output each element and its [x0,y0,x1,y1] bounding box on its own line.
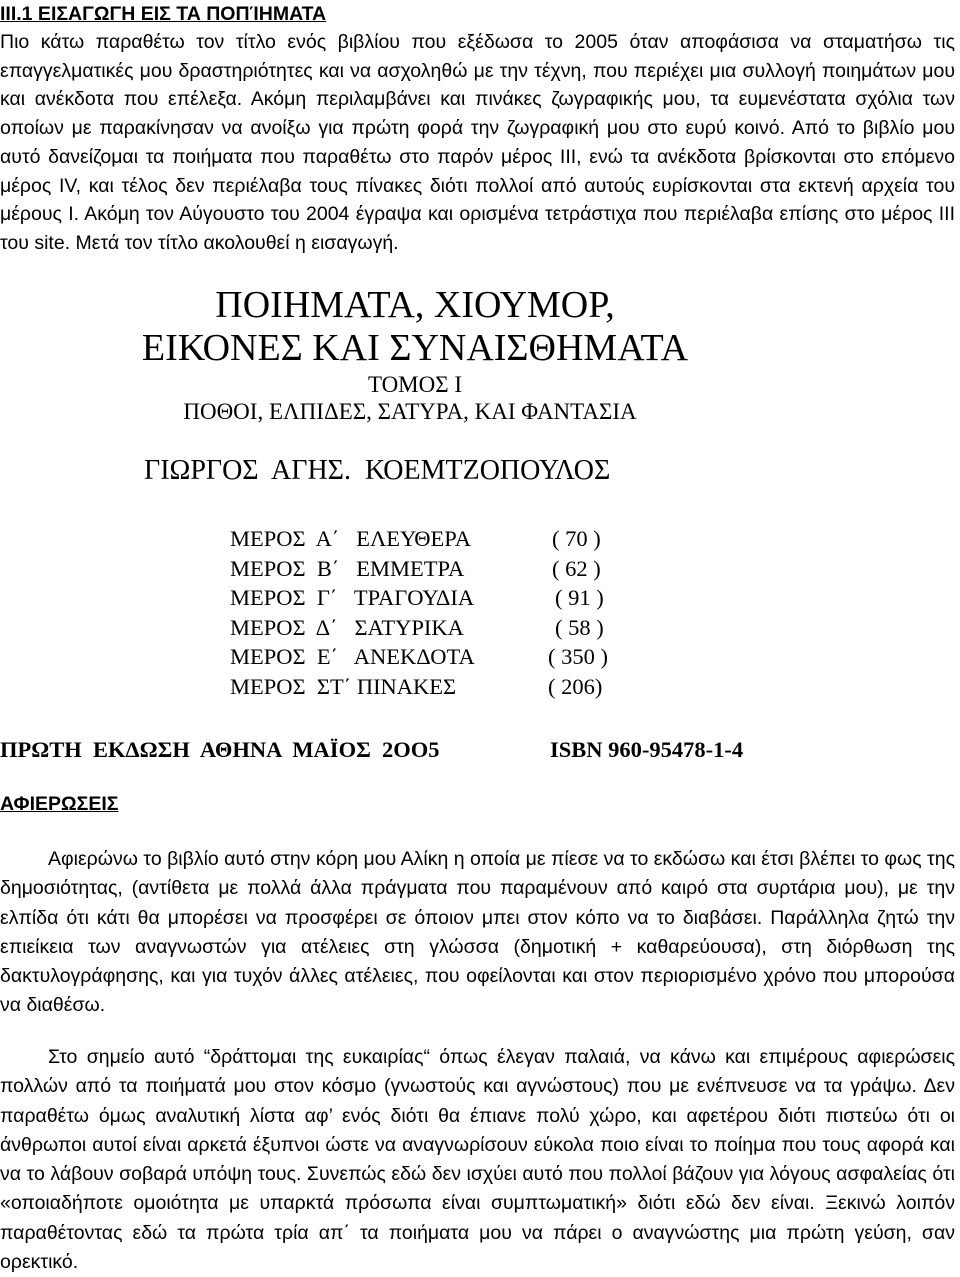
dedication-heading: ΑΦΙΕΡΩΣΕΙΣ [0,793,119,815]
part-name: ΜΕΡΟΣ Δ΄ ΣΑΤΥΡΙΚΑ [230,614,464,640]
part-count: ( 350 ) [548,644,608,669]
edition-info: ΠΡΩΤΗ ΕΚΔΩΣΗ ΑΘΗΝΑ ΜΑΪΟΣ 2ΟΟ5 [0,737,440,762]
dedication-paragraph-1-text: Αφιερώνω το βιβλίο αυτό στην κόρη μου Αλίκη η οποία με πίεσε να το εκδώσω και έτσι βλέπει το φως της δημοσιότητας, (αντίθετα με πολλά άλλα πράγματα που παραμένουν από καιρό στα συρτάρια μου), με την ελπίδα ότι κάτι θα μπορέσει να προσφέρει σε όποιον μπει στον κόπο να το διαβάσει. Παράλληλα ζητώ την επιείκεια των αναγνωστών για ατέλειες στη γλώσσα (δημοτική + καθαρεύουσα), στη διόρθωση της δακτυλογράφησης, και για τυχόν άλλες ατέλειες, που οφείλονται και στον περιορισμένο χρόνο που μπορούσα να διαθέσω. [0,848,955,1017]
dedication-paragraph-2 [0,1043,955,1277]
part-count: ( 70 ) [552,526,601,551]
part-count: ( 91 ) [555,585,604,610]
part-count: ( 62 ) [552,555,601,581]
part-count: ( 58 ) [555,614,604,640]
part-name: ΜΕΡΟΣ Ε΄ ΑΝΕΚΔΟΤΑ [230,644,475,669]
list-item [230,674,630,704]
section-heading: III.1 ΕΙΣΑΓΩΓΗ ΕΙΣ ΤΑ ΠΟΠΊΗΜΑΤΑ [0,3,327,25]
intro-paragraph: Πιο κάτω παραθέτω τον τίτλο ενός βιβλίου που εξέδωσα το 2005 όταν αποφάσισα να σταματήσω τις επαγγελματικές μου δραστηριότητες και να ασχοληθώ με την τέχνη, που περιέχει μια συλλογή ποιημάτων μου και ανέκδοτα που επέλεξα. Ακόμη περιλαμβάνει και πινάκες ζωγραφικής μου, τα ευμενέστατα σχόλια των οποίων με παρακίνησαν να ανοίξω για πρώτη φορά την ζωγραφική μου στο ευρύ κοινό. Από το βιβλίο μου αυτό δανείζομαι τα ποιήματα που παραθέτω στο παρόν μέρος ΙΙΙ, ενώ τα ανέκδοτα βρίσκονται στο επόμενο μέρος IV, και τέλος δεν περιέλαβα τους πίνακες διότι πολλοί από αυτούς ευρίσκονται στα εκτενή αρχεία του μέρους Ι. Ακόμη τον Αύγουστο του 2004 έγραψα και ορισμένα τετράστιχα που περιέλαβα επίσης στο μέρος ΙΙΙ του site. Μετά τον τίτλο ακολουθεί η εισαγωγή. [0,31,955,254]
book-author: ΓΙΩΡΓΟΣ ΑΓΗΣ. ΚΟΕΜΤΖΟΠΟΥΛΟΣ [144,455,611,486]
list-item [230,644,630,674]
list-item [230,615,630,645]
list-item [230,585,630,615]
dedication-paragraph-1 [0,845,955,1021]
book-subtitle: ΠΟΘΟΙ, ΕΛΠΙΔΕΣ, ΣΑΤΥΡΑ, ΚΑΙ ΦΑΝΤΑΣΙΑ [183,399,637,424]
list-item [230,526,630,556]
book-volume: ΤΟΜΟΣ Ι [367,372,463,397]
part-name: ΜΕΡΟΣ Γ΄ ΤΡΑΓΟΥΔΙΑ [230,585,475,610]
dedication-paragraph-2-text: Στο σημείο αυτό “δράττομαι της ευκαιρίας“ όπως έλεγαν παλαιά, να κάνω και επιμέρους αφιερώσεις πολλών από τα ποιήματά μου στον κόσμο (γνωστούς και αγνώστους) που με ενέπνευσε να τα γράψω. Δεν παραθέτω όμως αναλυτική λίστα αφ’ ενός διότι θα έπιανε πολύ χώρο, και αφετέρου διότι πιστεύω ότι οι άνθρωποι αυτοί είναι αρκετά έξυπνοι ώστε να αναγνωρίσουν εύκολα ποιο είναι το ποίημα που τους αφορά και να το λάβουν σοβαρά υπόψη τους. Συνεπώς εδώ δεν ισχύει αυτό που πολλοί βάζουν για λόγους ασφαλείας ότι «οποιαδήποτε ομοιότητα με υπαρκτά πρόσωπα είναι συμπτωματική» διότι εδώ δεν είναι. Ξεκινώ λοιπόν παραθέτοντας εδώ τα πρώτα τρία απ΄ τα ποιήματα μου να πάρει ο αναγνώστης μια πρώτη γεύση, σαν ορεκτικό. [0,1046,955,1274]
book-title-line-1: ΠΟΙΗΜΑΤΑ, ΧΙΟΥΜΟΡ, [215,284,615,326]
list-item [230,556,630,586]
book-title-line-2: ΕΙΚΟΝΕΣ ΚΑΙ ΣΥΝΑΙΣΘΗΜΑΤΑ [141,327,689,369]
part-name: ΜΕΡΟΣ Β΄ ΕΜΜΕΤΡΑ [230,555,465,581]
part-count: ( 206) [548,673,603,699]
part-name: ΜΕΡΟΣ Α΄ ΕΛΕΥΘΕΡΑ [230,526,471,551]
book-parts-list [230,526,630,703]
part-name: ΜΕΡΟΣ ΣΤ΄ ΠΙΝΑΚΕΣ [230,673,457,699]
isbn: ISBN 960-95478-1-4 [550,737,744,762]
